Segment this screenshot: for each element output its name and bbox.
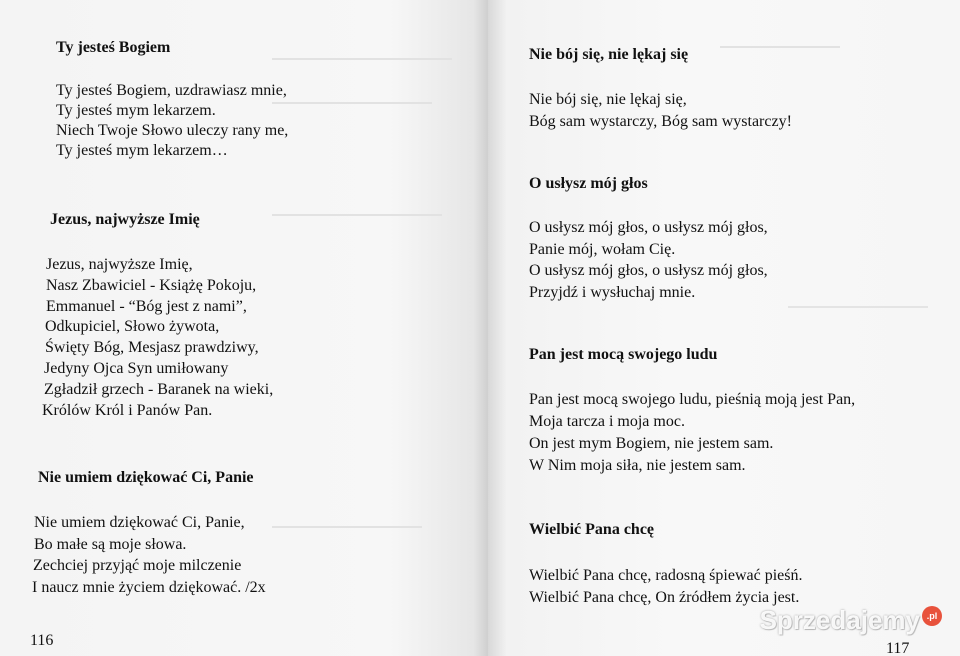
song-lyrics [42,255,274,421]
lyric-line: Ty jesteś Bogiem, uzdrawiasz mnie, [56,82,287,99]
lyric-line: O usłysz mój głos, o usłysz mój głos, [529,262,768,279]
song-nie-umiem-dziekowac [32,468,266,598]
lyric-line: Nie bój się, nie lękaj się, [529,91,687,108]
song-wielbic-pana-chce [529,520,802,609]
lyric-line: Święty Bóg, Mesjasz prawdziwy, [45,339,259,357]
lyric-line: Zechciej przyjąć moje milczenie [33,557,242,574]
lyric-line: Emmanuel - “Bóg jest z nami”, [46,297,247,315]
lyric-line: Moja tarcza i moja moc. [529,413,685,430]
lyric-line: Wielbić Pana chcę, On źródłem życia jest. [529,589,800,606]
lyric-line: Bóg sam wystarczy, Bóg sam wystarczy! [529,112,792,130]
watermark-badge: .pl [922,606,942,626]
lyric-line: Ty jesteś mym lekarzem. [56,102,216,119]
song-title: O usłysz mój głos [529,175,648,192]
lyric-line: Jedyny Ojca Syn umiłowany [44,359,229,377]
lyric-line: Przyjdź i wysłuchaj mnie. [529,283,696,301]
lyric-line: Zgładził grzech - Baranek na wieki, [44,380,274,398]
lyric-line: Panie mój, wołam Cię. [529,240,676,258]
page-number: 116 [30,632,54,649]
lyric-line: Nasz Zbawiciel - Książę Pokoju, [46,276,257,294]
song-title: Wielbić Pana chcę [529,521,655,538]
song-ty-jestes-bogiem [56,38,288,161]
song-lyrics [529,565,802,609]
song-lyrics [529,217,768,303]
song-lyrics [529,89,792,132]
song-title: Ty jesteś Bogiem [56,39,171,56]
song-lyrics [529,389,855,477]
lyric-line: On jest mym Bogiem, nie jestem sam. [529,435,774,452]
lyric-line: Nie umiem dziękować Ci, Panie, [34,514,245,531]
song-title: Nie umiem dziękować Ci, Panie [38,469,254,486]
lyric-line: Odkupiciel, Słowo żywota, [45,318,220,336]
lyric-line: Jezus, najwyższe Imię, [46,256,193,273]
lyric-line: Pan jest mocą swojego ludu, pieśnią moją jest Pan, [529,391,856,408]
right-page [488,0,960,656]
song-nie-boj-sie [529,45,792,132]
lyric-line: Królów Król i Panów Pan. [42,401,213,419]
song-title: Jezus, najwyższe Imię [50,211,200,228]
page-number: 117 [886,640,910,656]
song-title: Pan jest mocą swojego ludu [529,346,718,363]
song-lyrics [56,81,288,161]
lyric-line: I naucz mnie życiem dziękować. /2x [32,578,266,596]
lyric-line: Ty jesteś mym lekarzem… [56,142,228,159]
lyric-line: Bo małe są moje słowa. [34,535,187,553]
song-lyrics [32,512,266,598]
song-o-uslysz-moj-glos [529,174,768,303]
lyric-line: Wielbić Pana chcę, radosną śpiewać pieśń. [529,567,803,584]
song-title: Nie bój się, nie lękaj się [529,46,689,63]
song-jezus-najwyzsze-imie [42,210,274,421]
lyric-line: O usłysz mój głos, o usłysz mój głos, [529,219,768,236]
song-pan-jest-moca [529,345,855,477]
watermark-text: Sprzedajemy [759,605,920,635]
lyric-line: Niech Twoje Słowo uleczy rany me, [56,122,289,139]
lyric-line: W Nim moja siła, nie jestem sam. [529,457,746,474]
sprzedajemy-watermark [760,605,942,636]
